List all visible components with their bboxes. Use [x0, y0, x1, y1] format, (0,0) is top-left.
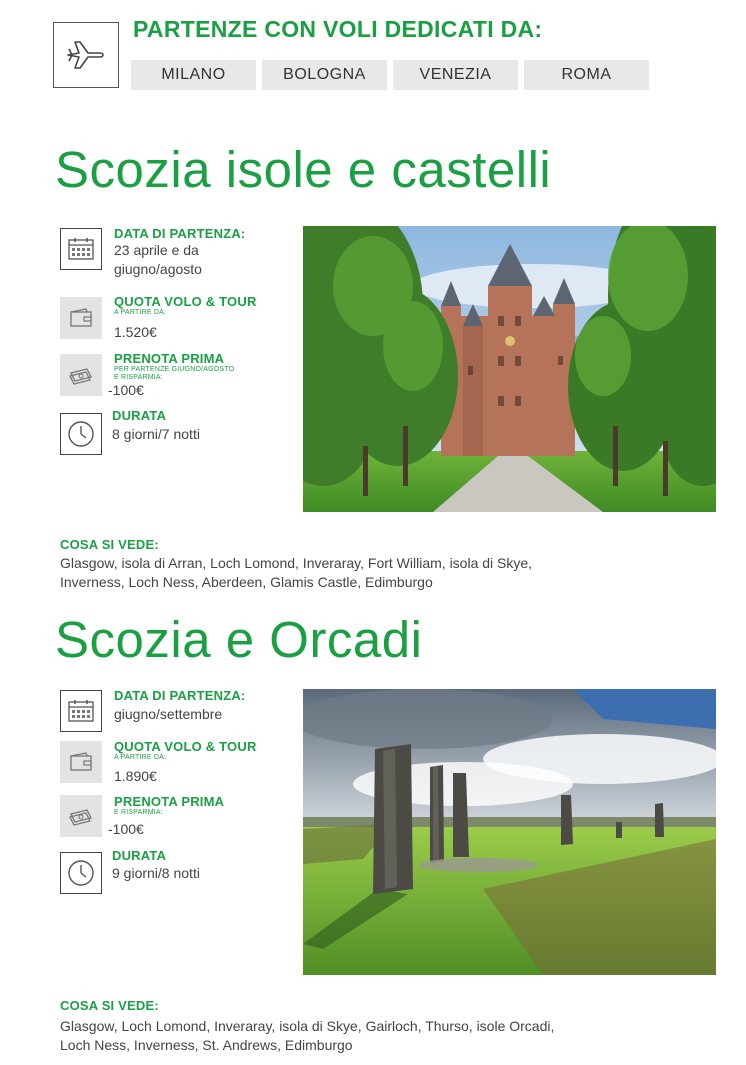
see-text-line: Glasgow, Loch Lomond, Inveraray, isola di Skye, Gairloch, Thurso, isole Orcadi, — [60, 1018, 555, 1034]
early-booking-sub: E RISPARMIA: — [114, 374, 163, 381]
early-booking-sub: PER PARTENZE GIUGNO/AGOSTO — [114, 366, 235, 373]
early-booking-label: PRENOTA PRIMA — [114, 351, 225, 366]
departure-value: giugno/agosto — [114, 261, 202, 277]
cash-icon — [60, 795, 102, 837]
standing-stones-photo — [303, 689, 716, 975]
plane-icon — [65, 38, 107, 72]
early-booking-value: -100€ — [108, 382, 144, 398]
duration-value: 9 giorni/8 notti — [112, 865, 200, 881]
departure-label: DATA DI PARTENZA: — [114, 688, 246, 703]
city-chip-roma: ROMA — [524, 60, 649, 90]
duration-label: DURATA — [112, 848, 167, 863]
castle-photo — [303, 226, 716, 512]
price-sub: A PARTIRE DA: — [114, 754, 167, 761]
departure-label: DATA DI PARTENZA: — [114, 226, 246, 241]
city-chip-milano: MILANO — [131, 60, 256, 90]
early-booking-sub: E RISPARMIA: — [114, 809, 163, 816]
cash-icon — [60, 354, 102, 396]
price-label: QUOTA VOLO & TOUR — [114, 294, 257, 309]
price-value: 1.890€ — [114, 768, 157, 784]
plane-icon-box — [53, 22, 119, 88]
price-sub: A PARTIRE DA: — [114, 309, 167, 316]
see-label: COSA SI VEDE: — [60, 998, 159, 1013]
see-text-line: Loch Ness, Inverness, St. Andrews, Edimburgo — [60, 1037, 353, 1053]
wallet-icon — [60, 297, 102, 339]
tour-title: Scozia isole e castelli — [55, 141, 552, 198]
early-booking-value: -100€ — [108, 821, 144, 837]
clock-icon — [60, 852, 102, 894]
duration-value: 8 giorni/7 notti — [112, 426, 200, 442]
price-label: QUOTA VOLO & TOUR — [114, 739, 257, 754]
see-label: COSA SI VEDE: — [60, 537, 159, 552]
departure-value: giugno/settembre — [114, 706, 223, 722]
price-value: 1.520€ — [114, 324, 157, 340]
clock-icon — [60, 413, 102, 455]
tour-title: Scozia e Orcadi — [55, 611, 423, 668]
duration-label: DURATA — [112, 408, 167, 423]
city-chip-bologna: BOLOGNA — [262, 60, 387, 90]
wallet-icon — [60, 741, 102, 783]
calendar-icon — [60, 228, 102, 270]
see-text-line: Inverness, Loch Ness, Aberdeen, Glamis Castle, Edimburgo — [60, 574, 433, 590]
see-text-line: Glasgow, isola di Arran, Loch Lomond, Inveraray, Fort William, isola di Skye, — [60, 555, 533, 571]
departure-value: 23 aprile e da — [114, 242, 199, 258]
calendar-icon — [60, 690, 102, 732]
early-booking-label: PRENOTA PRIMA — [114, 794, 225, 809]
header-title: PARTENZE CON VOLI DEDICATI DA: — [133, 16, 543, 42]
city-chip-venezia: VENEZIA — [393, 60, 518, 90]
